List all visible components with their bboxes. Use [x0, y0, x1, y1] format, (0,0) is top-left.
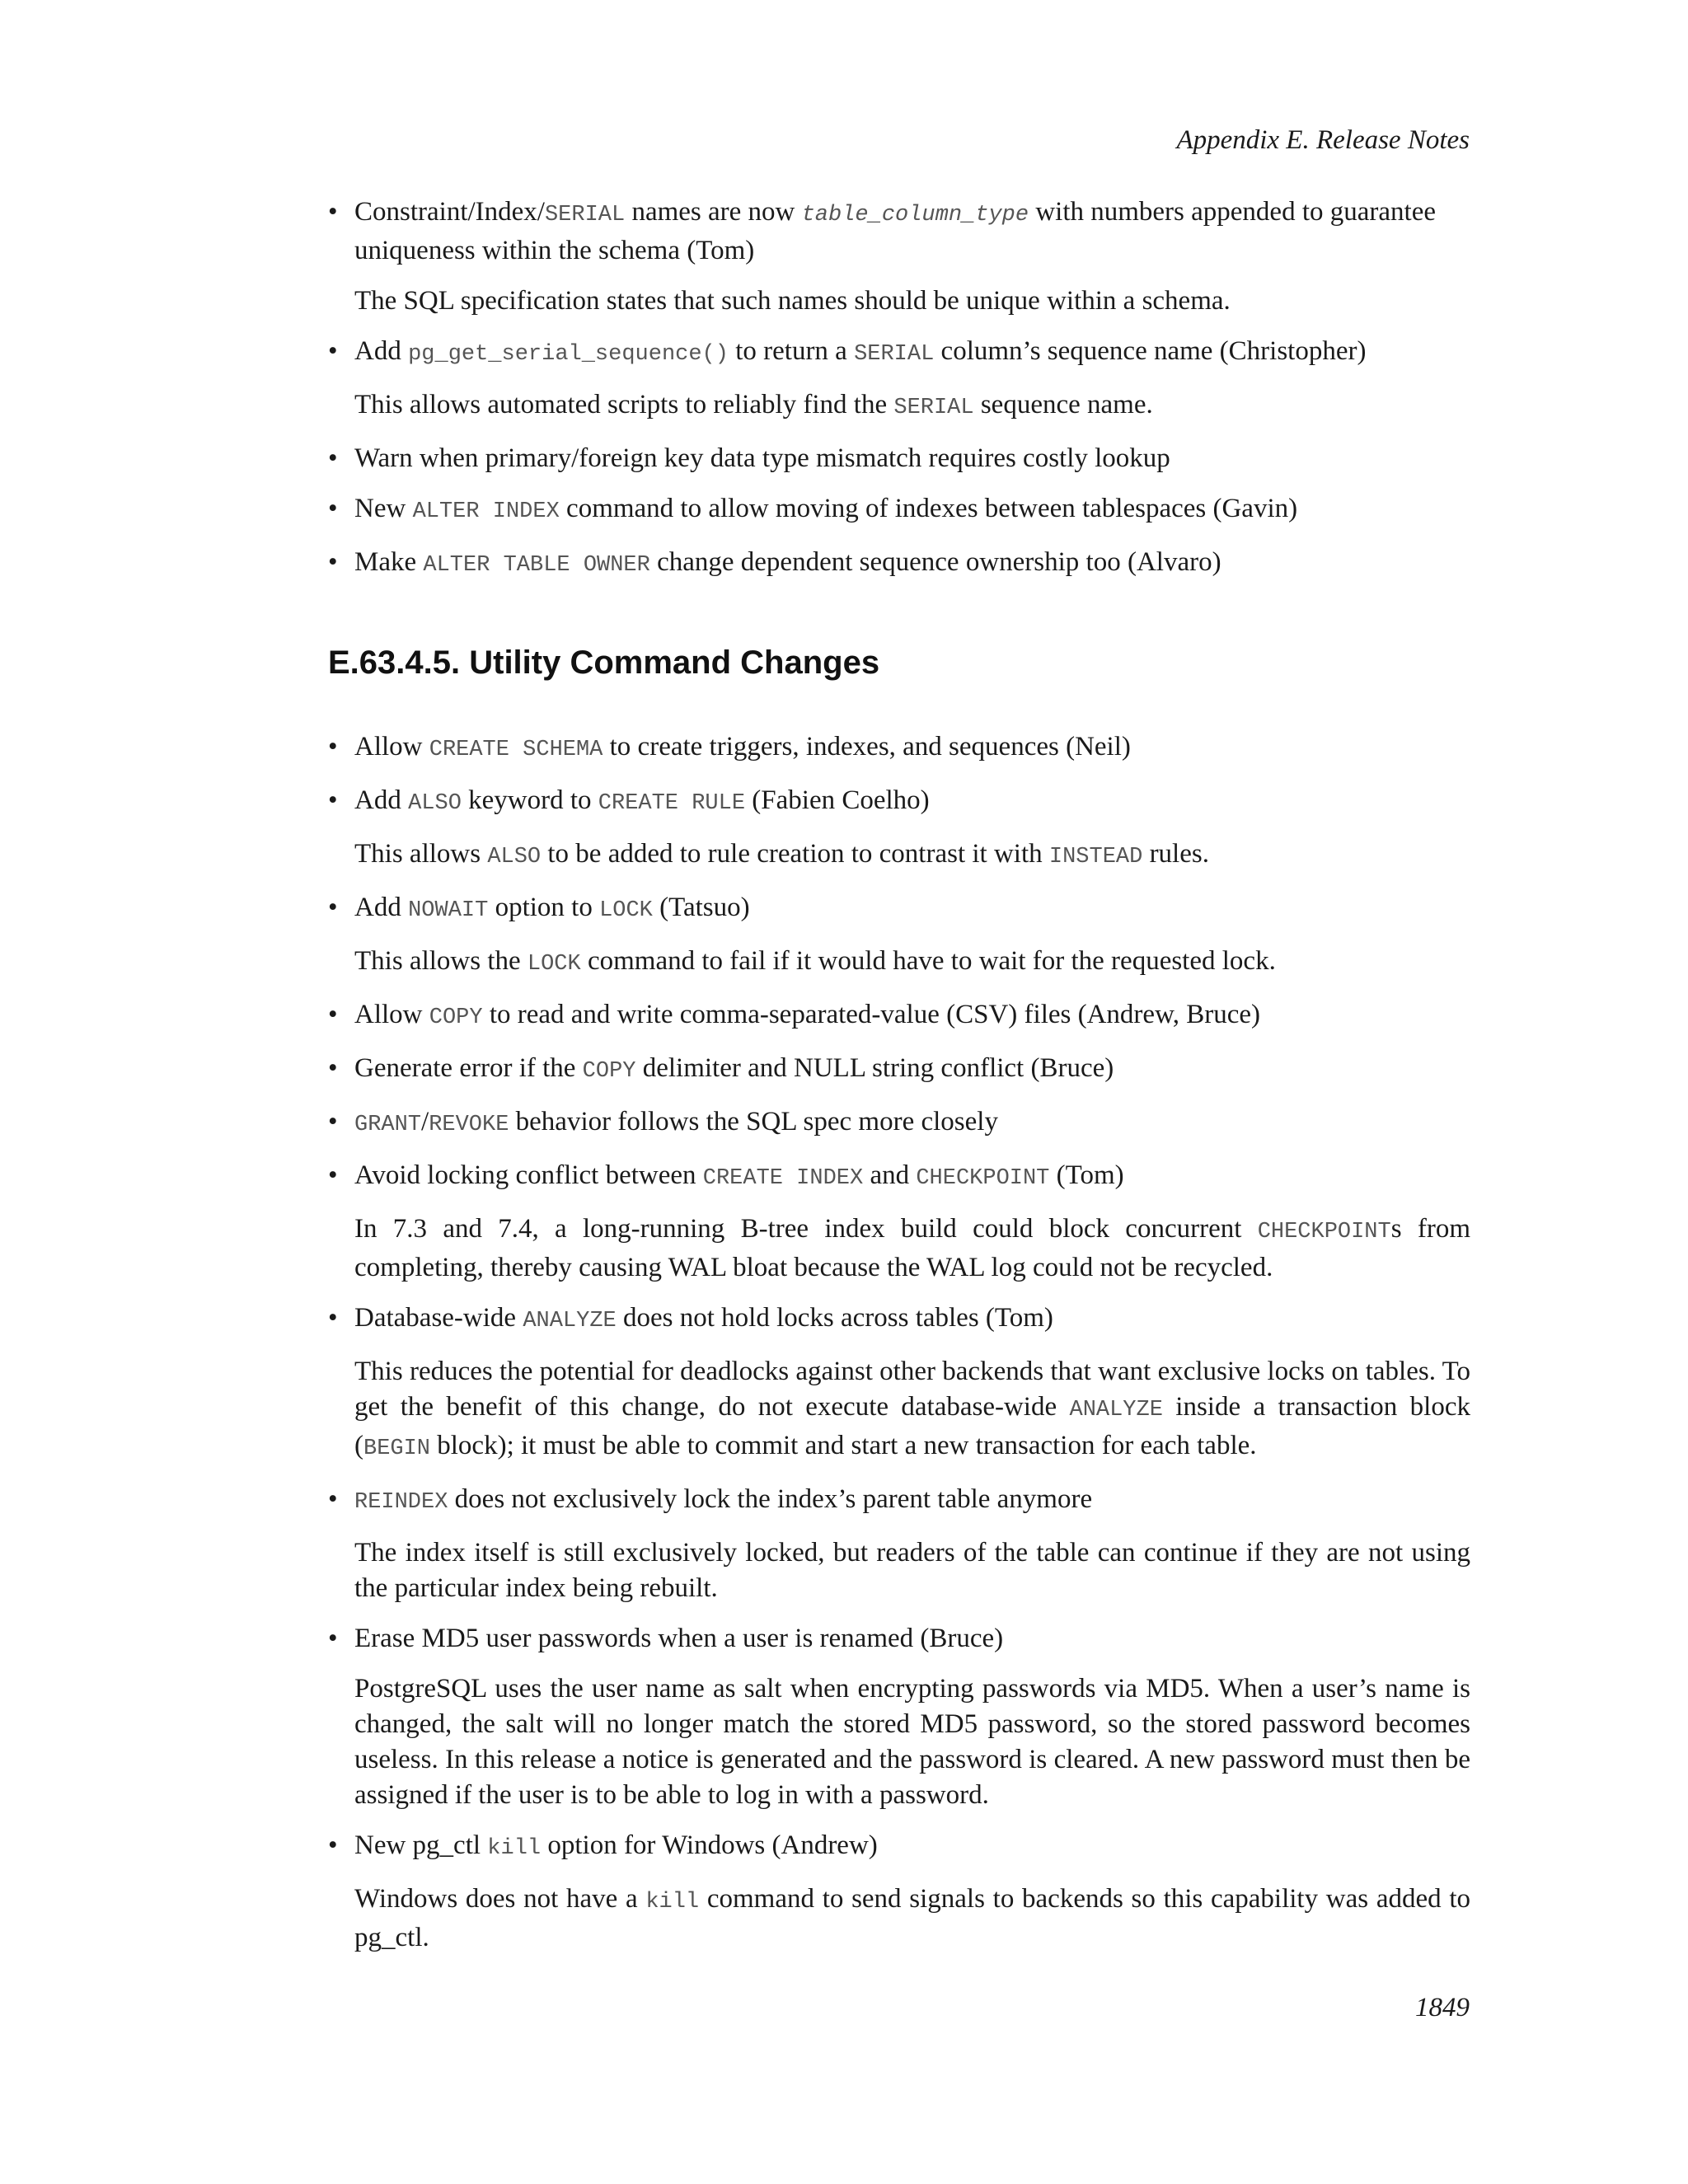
item-text: Add [354, 785, 409, 815]
note-text: block); it must be able to commit and start a new transaction for each table. [430, 1431, 1257, 1460]
bullet: • [328, 1053, 338, 1083]
bullet: • [328, 197, 338, 227]
bullet: • [328, 547, 338, 577]
item-text: option for Windows (Andrew) [541, 1830, 878, 1860]
code-literal: CHECKPOINT [1257, 1220, 1391, 1244]
item-text: change dependent sequence ownership too (Alvaro) [649, 547, 1221, 577]
item-note [328, 944, 1470, 982]
note-text: Windows does not have a [354, 1884, 646, 1914]
item-note [328, 1212, 1470, 1286]
note-text: rules. [1142, 839, 1209, 869]
code-literal: LOCK [599, 898, 653, 923]
running-header: Appendix E. Release Notes [1176, 125, 1470, 155]
list-item [328, 194, 1470, 269]
code-literal: GRANT [354, 1113, 422, 1137]
item-text: does not exclusively lock the index’s parent table anymore [448, 1484, 1093, 1514]
item-text: Make [354, 547, 424, 577]
code-literal: kill [645, 1890, 700, 1915]
item-note [328, 1882, 1470, 1956]
item-text: Allow [354, 1000, 429, 1029]
item-text: column’s sequence name (Christopher) [934, 336, 1367, 366]
list-item [328, 545, 1470, 583]
code-literal: COPY [429, 1005, 483, 1030]
note-text: This allows [354, 839, 488, 869]
page-number: 1849 [1415, 1993, 1470, 2022]
bullet: • [328, 336, 338, 366]
code-literal: ALTER TABLE OWNER [423, 553, 650, 578]
item-text: command to allow moving of indexes between tablespaces (Gavin) [559, 494, 1298, 523]
code-literal: REINDEX [354, 1490, 448, 1515]
list-item [328, 1301, 1470, 1339]
code-literal: NOWAIT [408, 898, 489, 923]
list-item [328, 1104, 1470, 1143]
code-literal: ALSO [487, 845, 542, 869]
code-literal: LOCK [527, 952, 581, 977]
note-text: sequence name. [973, 390, 1153, 419]
bullet: • [328, 1484, 338, 1514]
note-text: In 7.3 and 7.4, a long-running B-tree index build could block concurrent [354, 1214, 1258, 1244]
code-literal: REVOKE [429, 1113, 509, 1137]
list-item [328, 1482, 1470, 1521]
item-text: / [421, 1107, 429, 1137]
list-item [328, 1051, 1470, 1090]
list-item [328, 441, 1470, 476]
list-item [328, 1158, 1470, 1197]
item-text: Erase MD5 user passwords when a user is renamed (Bruce) [354, 1624, 1004, 1653]
item-note [328, 387, 1470, 426]
item-text: (Tom) [1049, 1160, 1124, 1190]
code-literal: ANALYZE [1069, 1398, 1163, 1422]
list-item [328, 1828, 1470, 1867]
list-item [328, 997, 1470, 1036]
item-text: keyword to [461, 785, 598, 815]
item-text: New pg_ctl [354, 1830, 488, 1860]
section-heading: E.63.4.5. Utility Command Changes [328, 644, 880, 681]
item-text: to return a [728, 336, 855, 366]
bullet: • [328, 1107, 338, 1137]
code-literal: table_column_type [801, 203, 1029, 227]
note-text: This reduces the potential for deadlocks against other backends that want exclusive locks on tables. To get the benefit of this change, do not execute database-wide [354, 1357, 1470, 1422]
code-literal: CREATE INDEX [702, 1166, 864, 1191]
item-text: option to [488, 893, 600, 922]
list-item [328, 890, 1470, 929]
bullet: • [328, 1160, 338, 1190]
code-literal: SERIAL [544, 203, 626, 227]
list-item [328, 1621, 1470, 1657]
note-text: command to fail if it would have to wait for the requested lock. [580, 946, 1276, 976]
code-literal: CREATE SCHEMA [429, 738, 603, 762]
code-literal: kill [487, 1836, 542, 1861]
item-note: The SQL specification states that such names should be unique within a schema. [354, 286, 1231, 316]
item-text: Warn when primary/foreign key data type mismatch requires costly lookup [354, 443, 1170, 473]
item-text: Add [354, 893, 409, 922]
item-note [328, 837, 1470, 875]
note-text: s from completing, thereby causing WAL bloat because the WAL log could not be recycled. [354, 1214, 1471, 1282]
code-literal: ALTER INDEX [412, 499, 560, 524]
list-item [328, 729, 1470, 768]
item-text: and [863, 1160, 917, 1190]
code-literal: SERIAL [854, 342, 935, 367]
code-literal: ANALYZE [523, 1309, 617, 1333]
bullet: • [328, 785, 338, 815]
bullet: • [328, 1000, 338, 1029]
item-text: delimiter and NULL string conflict (Bruce) [635, 1053, 1114, 1083]
item-note: The index itself is still exclusively locked, but readers of the table can continue if they are not using the particular index being rebuilt. [354, 1538, 1470, 1603]
list-item [328, 491, 1470, 530]
item-text: (Fabien Coelho) [745, 785, 930, 815]
item-text: (Tatsuo) [652, 893, 750, 922]
item-text: with numbers appended to guarantee uniqueness within the schema (Tom) [354, 197, 1436, 265]
code-literal: CHECKPOINT [916, 1166, 1050, 1191]
item-text: to create triggers, indexes, and sequences (Neil) [603, 732, 1131, 762]
code-literal: pg_get_serial_sequence() [408, 342, 729, 367]
code-literal: BEGIN [363, 1436, 431, 1461]
code-literal: INSTEAD [1048, 845, 1143, 869]
bullet: • [328, 494, 338, 523]
item-text: New [354, 494, 413, 523]
code-literal: SERIAL [893, 396, 974, 420]
note-text: This allows the [354, 946, 528, 976]
item-text: Generate error if the [354, 1053, 583, 1083]
bullet: • [328, 732, 338, 762]
item-text: Add [354, 336, 409, 366]
note-text: inside a transaction block ( [354, 1392, 1470, 1460]
bullet: • [328, 1303, 338, 1333]
item-text: does not hold locks across tables (Tom) [616, 1303, 1053, 1333]
list-item [328, 334, 1470, 373]
item-text: names are now [625, 197, 802, 227]
item-text: to read and write comma-separated-value (CSV) files (Andrew, Bruce) [482, 1000, 1261, 1029]
note-text: to be added to rule creation to contrast it with [541, 839, 1049, 869]
code-literal: COPY [582, 1059, 636, 1084]
item-note [328, 1354, 1470, 1467]
item-text: Allow [354, 732, 429, 762]
code-literal: ALSO [408, 791, 462, 816]
item-text: Constraint/Index/ [354, 197, 545, 227]
item-text: behavior follows the SQL spec more closely [509, 1107, 998, 1137]
item-note: PostgreSQL uses the user name as salt when encrypting passwords via MD5. When a user’s name is changed, the salt will no longer match the stored MD5 password, so the stored password becomes useless. In this release a notice is generated and the password is cleared. A new password must then be assigned if the user is to be able to log in with a password. [354, 1674, 1470, 1810]
page-content [328, 194, 1470, 1971]
list-item [328, 783, 1470, 822]
bullet: • [328, 1830, 338, 1860]
bullet: • [328, 1624, 338, 1653]
note-text: command to send signals to backends so this capability was added to pg_ctl. [354, 1884, 1470, 1952]
item-text: Database-wide [354, 1303, 523, 1333]
note-text: This allows automated scripts to reliably find the [354, 390, 894, 419]
bullet: • [328, 443, 338, 473]
code-literal: CREATE RULE [598, 791, 746, 816]
bullet: • [328, 893, 338, 922]
item-text: Avoid locking conflict between [354, 1160, 703, 1190]
